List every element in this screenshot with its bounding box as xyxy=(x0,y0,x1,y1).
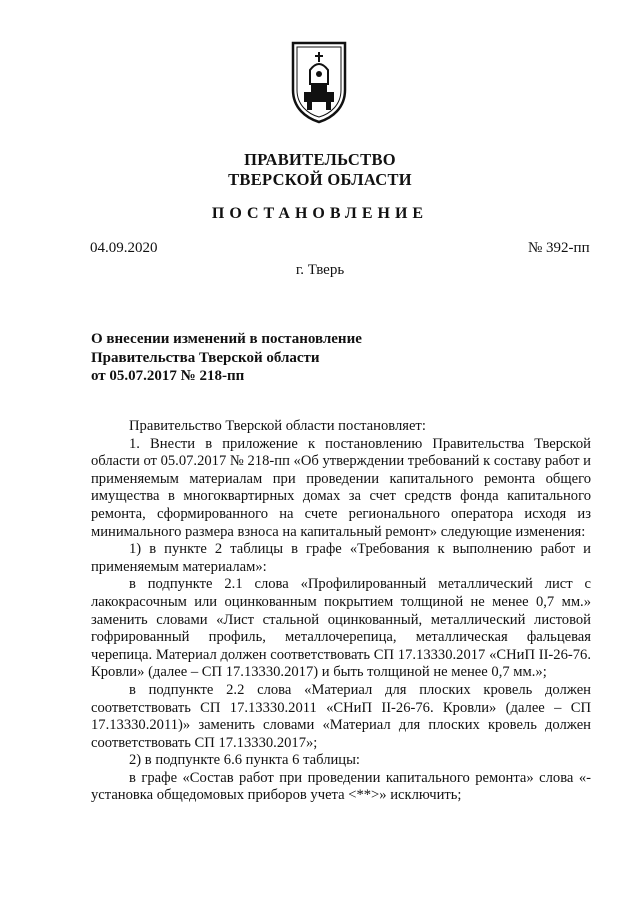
body-paragraph: 1. Внести в приложение к постановлению Правительства Тверской области от 05.07.2017 № 218-пп «Об утверждении требований к составу работ и применяемым материалам при проведении капитального ремонта общего имущества в многоквартирных домах за счет средств фонда капитального ремонта, сформированного на счете регионального оператора исходя из минимального размера взноса на капитальный ремонт» следующие изменения: xyxy=(91,435,591,540)
government-title-line2: ТВЕРСКОЙ ОБЛАСТИ xyxy=(228,170,412,189)
coat-of-arms-icon xyxy=(290,40,348,124)
document-date: 04.09.2020 xyxy=(90,240,158,256)
body-paragraph: в подпункте 2.1 слова «Профилированный металлический лист с лакокрасочным или оцинкованным покрытием толщиной не менее 0,7 мм.» заменить словами «Лист стальной оцинкованный, металлический листовой гофрированный профиль, металлочерепица, металлическая фальцевая черепица. Материал должен соответствовать СП 17.13330.2017 «СНиП II-26-76. Кровли» (далее – СП 17.13330.2017) и быть толщиной не менее 0,7 мм.»; xyxy=(91,576,591,681)
document-body xyxy=(91,418,591,805)
document-number: № 392-пп xyxy=(528,240,590,256)
body-paragraph: в графе «Состав работ при проведении капитального ремонта» слова «- установка общедомовых приборов учета <**>» исключить; xyxy=(91,769,591,804)
body-paragraph: в подпункте 2.2 слова «Материал для плоских кровель должен соответствовать СП 17.13330.2011 «СНиП II-26-76. Кровли» (далее – СП 17.13330.2011)» заменить словами «Материал для плоских кровель должен соответствовать СП 17.13330.2017»; xyxy=(91,681,591,751)
document-city: г. Тверь xyxy=(295,262,345,278)
document-type-title: ПОСТАНОВЛЕНИЕ xyxy=(211,205,429,222)
government-title-line1: ПРАВИТЕЛЬСТВО xyxy=(244,150,396,169)
subject-line: Правительства Тверской области xyxy=(91,349,320,366)
body-paragraph: 2) в подпункте 6.6 пункта 6 таблицы: xyxy=(129,752,360,769)
body-paragraph: 1) в пункте 2 таблицы в графе «Требования к выполнению работ и применяемым материалам»: xyxy=(91,541,591,575)
subject-line: от 05.07.2017 № 218-пп xyxy=(91,368,245,384)
subject-line: О внесении изменений в постановление xyxy=(91,331,362,347)
body-paragraph: Правительство Тверской области постановляет: xyxy=(129,418,426,434)
document-subject xyxy=(91,330,362,386)
